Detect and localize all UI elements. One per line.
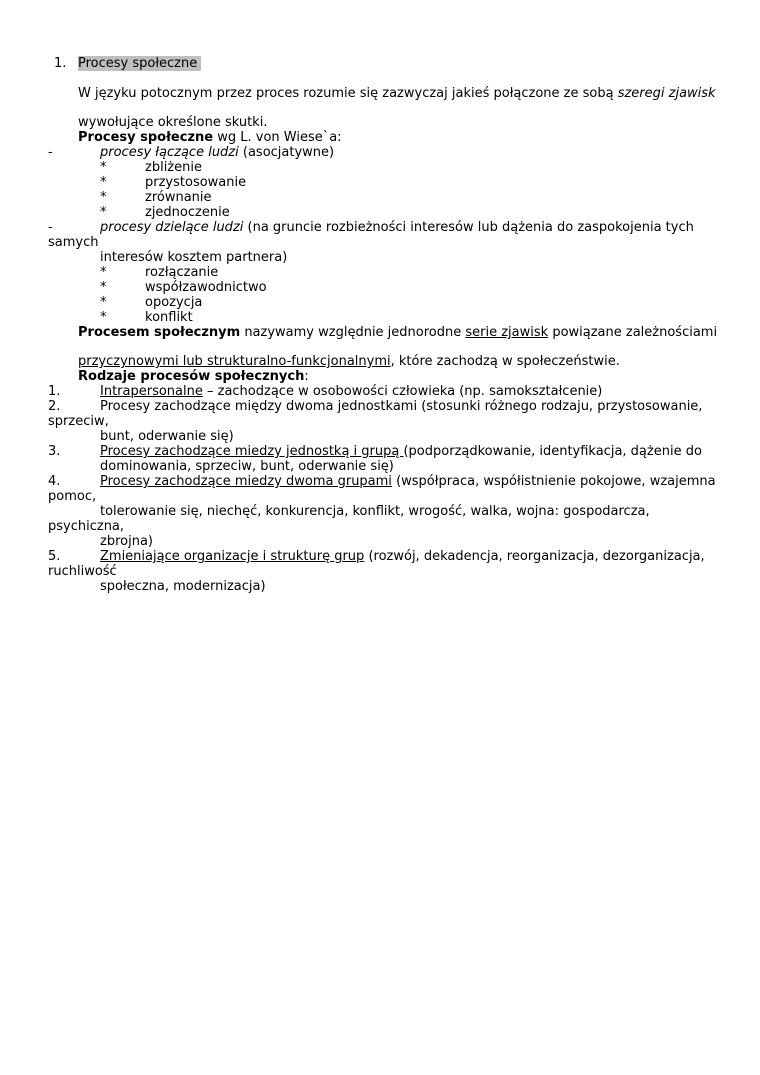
group1-item: * zrównanie: [100, 190, 212, 205]
group1-item: * przystosowanie: [100, 175, 247, 190]
types-item-2-wrap: sprzeciw,: [48, 414, 109, 429]
types-title-bold: Rodzaje procesów społecznych: [78, 369, 305, 384]
group2-line: [48, 220, 718, 235]
group2-rest: (na gruncie rozbieżności interesów lub dążenia do zaspokojenia tych: [243, 220, 694, 235]
types-item-4-wrap-2: psychiczna,: [48, 519, 125, 534]
group2-wrap-2: interesów kosztem partnera): [100, 250, 288, 265]
types-item-3-cont: dominowania, sprzeciw, bunt, oderwanie się): [100, 459, 394, 474]
definition-underline-1: serie zjawisk: [465, 325, 549, 340]
group1-italic: procesy łączące ludzi: [100, 145, 239, 160]
group1-rest: (asocjatywne): [238, 145, 335, 160]
types-item-5: 5. Zmieniające organizacje i strukturę grup (rozwój, dekadencja, reorganizacja, dezorganizacja,: [48, 549, 705, 564]
wiese-title-bold: Procesy społeczne: [78, 130, 214, 145]
heading-title: Procesy społeczne: [78, 56, 201, 71]
document-body: [48, 86, 718, 594]
group2-wrap-1: samych: [48, 235, 99, 250]
types-item-4-cont-1: tolerowanie się, niechęć, konkurencja, konflikt, wrogość, walka, wojna: gospodarcza,: [100, 504, 650, 519]
types-item-2-cont: bunt, oderwanie się): [100, 429, 234, 444]
types-item-4-cont-2: zbrojna): [100, 534, 153, 549]
types-item-4: 4. Procesy zachodzące miedzy dwoma grupami (współpraca, współistnienie pokojowe, wzajemna: [48, 474, 716, 489]
group2-item: * współzawodnictwo: [100, 280, 267, 295]
group2-italic: procesy dzielące ludzi: [100, 220, 244, 235]
types-item-1: 1. Intrapersonalne – zachodzące w osobowości człowieka (np. samokształcenie): [48, 384, 603, 399]
types-item-3: 3. Procesy zachodzące miedzy jednostką i grupą (podporządkowanie, identyfikacja, dążenie do: [48, 444, 702, 459]
intro-line-1: [78, 86, 718, 101]
group1-item: * zjednoczenie: [100, 205, 230, 220]
definition-underline-2: przyczynowymi lub strukturalno-funkcjonalnymi: [78, 354, 391, 369]
group1-item: * zbliżenie: [100, 160, 202, 175]
group1-dash: -: [48, 145, 53, 160]
definition-bold: Procesem społecznym: [78, 325, 241, 340]
group1-line: [48, 145, 718, 160]
intro-line-2: wywołujące określone skutki.: [78, 115, 268, 130]
section-heading: [54, 56, 201, 72]
group2-item: * opozycja: [100, 295, 203, 310]
types-item-5-cont: społeczna, modernizacja): [100, 579, 266, 594]
types-item-5-wrap: ruchliwość: [48, 564, 117, 579]
wiese-title-rest: wg L. von Wiese`a:: [213, 130, 342, 145]
definition-line-1: Procesem społecznym nazywamy względnie jednorodne serie zjawisk powiązane zależnościami: [78, 325, 718, 340]
types-item-2: 2. Procesy zachodzące między dwoma jednostkami (stosunki różnego rodzaju, przystosowanie,: [48, 399, 703, 414]
intro-text: W języku potocznym przez proces rozumie się zazwyczaj jakieś połączone ze sobą: [78, 86, 618, 101]
wiese-title: [78, 130, 718, 145]
group2-item: * rozłączanie: [100, 265, 219, 280]
types-item-4-wrap-1: pomoc,: [48, 489, 97, 504]
types-title: Rodzaje procesów społecznych:: [78, 369, 309, 384]
intro-italic: szeregi zjawisk: [617, 86, 716, 101]
heading-number: 1.: [54, 56, 67, 71]
group2-item: * konflikt: [100, 310, 193, 325]
definition-line-2: przyczynowymi lub strukturalno-funkcjonalnymi, które zachodzą w społeczeństwie.: [78, 354, 620, 369]
group2-dash: -: [48, 220, 53, 235]
